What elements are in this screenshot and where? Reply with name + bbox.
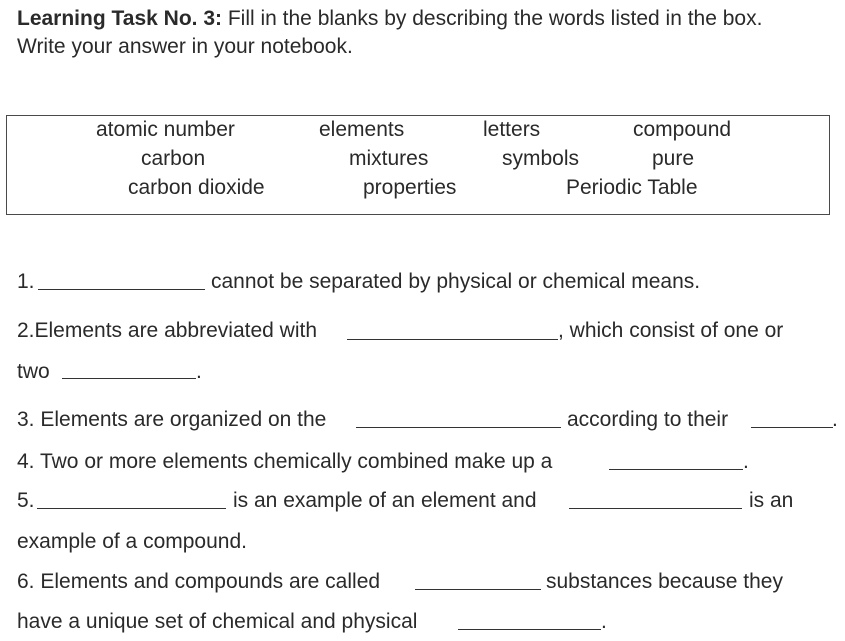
q2-blank-1 [347,339,558,340]
q2-text-a: 2.Elements are abbreviated with [17,319,317,342]
q3-blank-1 [356,427,561,428]
task-title-rest: Fill in the blanks by describing the words listed in the box. [222,7,763,30]
q2-text-c: two [17,360,50,383]
word-periodic-table: Periodic Table [566,176,698,199]
q6-text-d: . [601,610,607,633]
q3-text-c: . [832,408,838,431]
q2-blank-2 [62,378,196,379]
word-letters: letters [483,118,541,141]
q4-text-b: . [743,450,749,473]
q5-blank-2 [569,508,742,509]
q5-text-c: example of a compound. [17,530,247,553]
task-title [17,8,762,29]
q3-text-b: according to their [567,408,729,431]
q5-blank-1 [37,508,226,509]
q3-blank-2 [751,427,833,428]
q6-text-a: 6. Elements and compounds are called [17,570,381,593]
q5-text-a: is an example of an element and [233,489,537,512]
word-atomic-number: atomic number [96,118,235,141]
word-mixtures: mixtures [349,147,429,170]
task-instruction: Write your answer in your notebook. [17,35,353,58]
q6-blank-1 [415,589,541,590]
word-symbols: symbols [502,147,580,170]
q4-blank [609,469,743,470]
q2-text-d: . [196,360,202,383]
q6-blank-2 [458,629,601,630]
word-properties: properties [363,176,457,199]
word-carbon: carbon [141,147,206,170]
word-elements: elements [319,118,405,141]
q6-text-c: have a unique set of chemical and physical [17,610,418,633]
word-pure: pure [652,147,695,170]
q1-text: cannot be separated by physical or chemical means. [211,270,701,293]
word-carbon-dioxide: carbon dioxide [128,176,265,199]
task-title-bold: Learning Task No. 3: [17,7,222,30]
q1-blank [38,289,205,290]
q5-number: 5. [17,489,35,512]
q6-text-b: substances because they [546,570,783,593]
q2-text-b: , which consist of one or [558,319,784,342]
q3-text-a: 3. Elements are organized on the [17,408,327,431]
word-compound: compound [633,118,732,141]
q4-text-a: 4. Two or more elements chemically combined make up a [17,450,553,473]
q5-text-b: is an [749,489,794,512]
q1-number: 1. [17,270,35,293]
